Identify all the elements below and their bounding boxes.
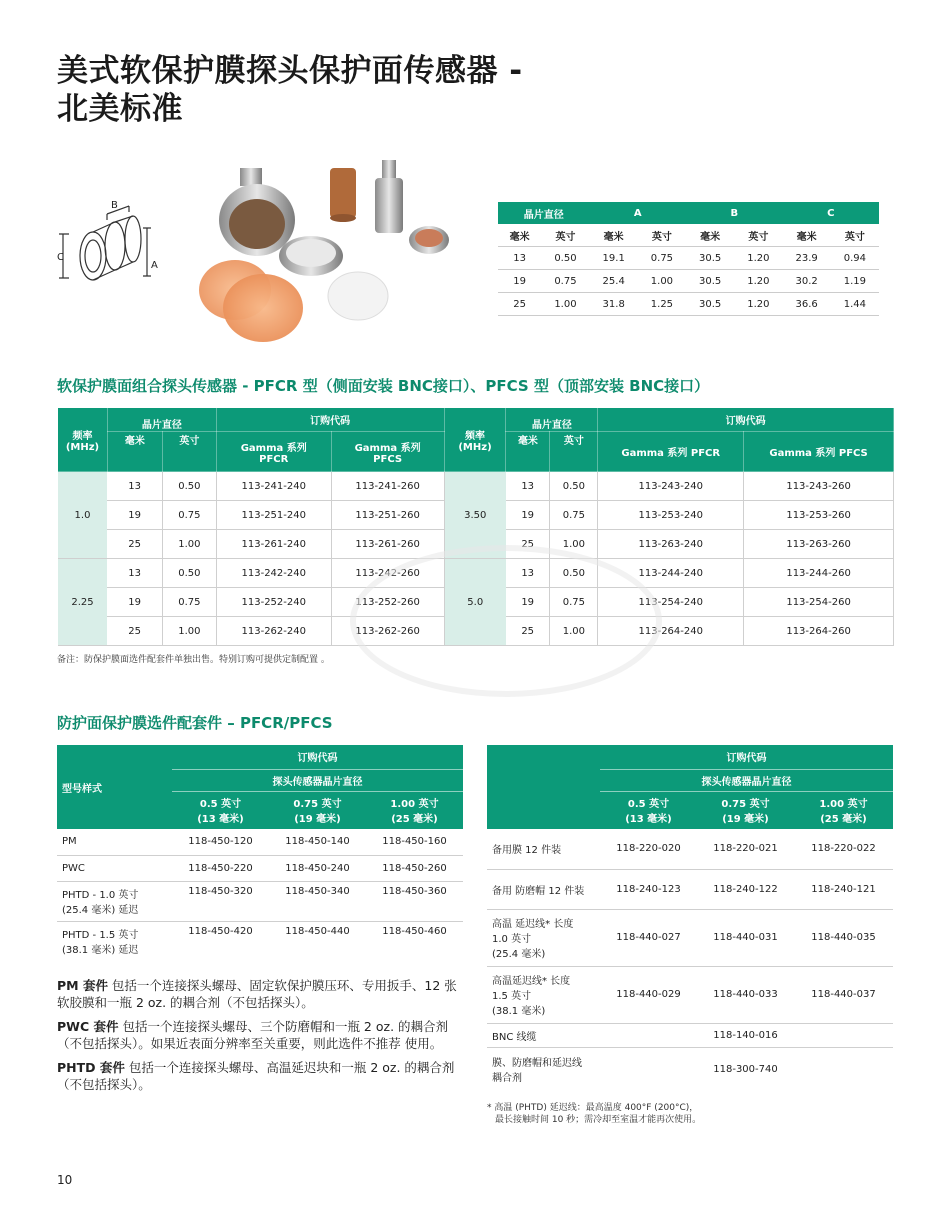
table-row: 高温延迟线* 长度 1.5 英寸 (38.1 毫米) 118-440-029 118-440-033 118-440-037 <box>487 966 893 1023</box>
pfcs-probe <box>375 178 403 233</box>
kit-table-left: 型号样式 订购代码 探头传感器晶片直径 0.5 英寸 (13 毫米) 0.75 英寸 (19 毫米) 1.00 英寸 (25 毫米) PM 118-450-120 118-450-140 118-450-160 PWC 118-450-220 118-450-240 118-450-260 PHTD - 1.0 英寸 (25.4 毫米) 延迟 118-450-320 118-450-340 118-450-360 PHTD - 1.5 英寸 (38.1 毫米) 延迟 118-450-420 118-450-440 118-450-460 <box>57 745 463 961</box>
kit-pwc: PWC 套件 包括一个连接探头螺母、三个防磨帽和一瓶 2 oz. 的耦合剂（不包括探头）。如果近表面分辨率至关重要，则此选件不推荐 使用。 <box>57 1019 449 1051</box>
table-row: PHTD - 1.5 英寸 (38.1 毫米) 延迟 118-450-420 118-450-440 118-450-460 <box>62 925 447 957</box>
label-b: B <box>111 200 118 211</box>
table-row: 2.25 13 0.50 113-242-240 113-242-260 5.0 13 0.50 113-244-240 113-244-260 <box>58 559 894 588</box>
table-row: BNC 线缆 118-140-016 <box>487 1023 893 1047</box>
section-title-probes: 软保护膜面组合探头传感器 - PFCR 型（侧面安装 BNC接口）、PFCS 型（顶部安装 BNC接口） <box>57 377 710 395</box>
table-row: PM 118-450-120 118-450-140 118-450-160 <box>57 829 463 855</box>
page-number: 10 <box>57 1173 73 1187</box>
table-row: 高温 延迟线* 长度 1.0 英寸 (25.4 毫米) 118-440-027 118-440-031 118-440-035 <box>487 909 893 966</box>
table-row: 13 0.50 19.1 0.75 30.5 1.20 23.9 0.94 <box>498 247 879 270</box>
table-row: PHTD - 1.0 英寸 (25.4 毫米) 延迟 118-450-320 118-450-340 118-450-360 <box>57 881 463 921</box>
footnote: * 高温 (PHTD) 延迟线：最高温度 400°F (200°C)， 最长接触时间 10 秒；需冷却至室温才能再次使用。 <box>487 1103 702 1125</box>
dimension-table: 晶片直径 A B C 毫米 英寸 毫米 英寸 毫米 英寸 毫米 英寸 13 0.50 19.1 0.75 30.5 1.20 23.9 0.94 19 0.75 25.4 1.00 30.5 1.20 30.2 1.19 25 1.00 31.8 1.25 30.5 1.20 36.6 1.44 <box>498 202 879 316</box>
product-photo <box>195 160 485 345</box>
label-c: C <box>57 252 64 263</box>
header-freq-right: 频率 (MHz) <box>444 408 506 472</box>
kit-descriptions <box>57 977 457 1100</box>
table-row: 备用膜 12 件装 118-220-020 118-220-021 118-220-022 <box>487 829 893 869</box>
table-row: 1.0 13 0.50 113-241-240 113-241-260 3.50 13 0.50 113-243-240 113-243-260 <box>58 472 894 501</box>
table-row: 19 0.75 113-251-240 113-251-260 19 0.75 113-253-240 113-253-260 <box>58 501 894 530</box>
section-title-kits: 防护面保护膜选件配套件 – PFCR/PFCS <box>57 714 333 732</box>
watermark-seal <box>350 545 662 697</box>
clear-film <box>328 272 388 320</box>
delay-line <box>330 168 356 218</box>
bnc-connector-left <box>240 168 262 186</box>
table-row: 25 1.00 113-261-240 113-261-260 25 1.00 113-263-240 113-263-260 <box>58 530 894 559</box>
table-row: 25 1.00 113-262-240 113-262-260 25 1.00 113-264-240 113-264-260 <box>58 617 894 646</box>
table-note: 备注：防保护膜面选件配套件单独出售。特别订购可提供定制配置 。 <box>57 655 330 665</box>
table-row: 19 0.75 25.4 1.00 30.5 1.20 30.2 1.19 <box>498 270 879 293</box>
kit-table-right: 订购代码 探头传感器晶片直径 0.5 英寸 (13 毫米) 0.75 英寸 (19 毫米) 1.00 英寸 (25 毫米) 备用膜 12 件装 118-220-020 118-220-021 118-220-022 备用 防磨帽 12 件装 118-240-123 118-240-122 118-240-121 高温 延迟线* 长度 1.0 英寸 (25.4 毫米) 118-440-027 118-440-031 118-440-035 高温延迟线* 长度 1.5 英寸 (38.1 毫米) 118-440-029 118-440-033 118-440-037 BNC 线缆 118-140-016 膜、防磨帽和延迟线 耦合剂 118-300-740 <box>487 745 893 1091</box>
header-freq-left: 频率 (MHz) <box>58 408 108 472</box>
transducer-diagram <box>55 198 170 288</box>
table-row: 膜、防磨帽和延迟线 耦合剂 118-300-740 <box>492 1058 778 1085</box>
label-a: A <box>151 260 158 271</box>
probe-order-table: 频率 (MHz) 晶片直径 订购代码 频率 (MHz) 晶片直径 订购代码 毫米 英寸 Gamma 系列 PFCR Gamma 系列 PFCS 毫米 英寸 Gamma 系列 PFCR Gamma 系列 PFCS 1.0 13 0.50 113-241-240 113-241-260 3.50 13 0.50 113-243-240 113-243-260 19 0.75 113-251-240 113-251-260 19 0.75 113-253-240 113-253-260 25 1.00 113-261-240 113-261-260 25 1.00 113-263-240 113-263-260 2.25 13 0.50 113-242-240 113-242-260 5.0 13 0.50 113-244-240 113-244-260 19 0.75 113-252-240 113-252-260 19 0.75 113-254-240 113-254-260 25 1.00 113-262-240 113-262-260 25 1.00 113-264-240 113-264-260 <box>57 407 894 646</box>
table-row: 25 1.00 31.8 1.25 30.5 1.20 36.6 1.44 <box>498 293 879 316</box>
table-row: 备用 防磨帽 12 件装 118-240-123 118-240-122 118-240-121 <box>487 869 893 909</box>
kit-pm: PM 套件 包括一个连接探头螺母、固定软保护膜压环、专用扳手、12 张软胶膜和一瓶 2 oz. 的耦合剂（不包括探头）。 <box>57 978 457 1010</box>
table-row: 19 0.75 113-252-240 113-252-260 19 0.75 113-254-240 113-254-260 <box>58 588 894 617</box>
kit-phtd: PHTD 套件 包括一个连接探头螺母、高温延迟块和一瓶 2 oz. 的耦合剂（不包括探头）。 <box>57 1060 455 1092</box>
page-title: 美式软保护膜探头保护面传感器 - 北美标准 <box>57 53 523 127</box>
table-row: PWC 118-450-220 118-450-240 118-450-260 <box>57 855 463 881</box>
